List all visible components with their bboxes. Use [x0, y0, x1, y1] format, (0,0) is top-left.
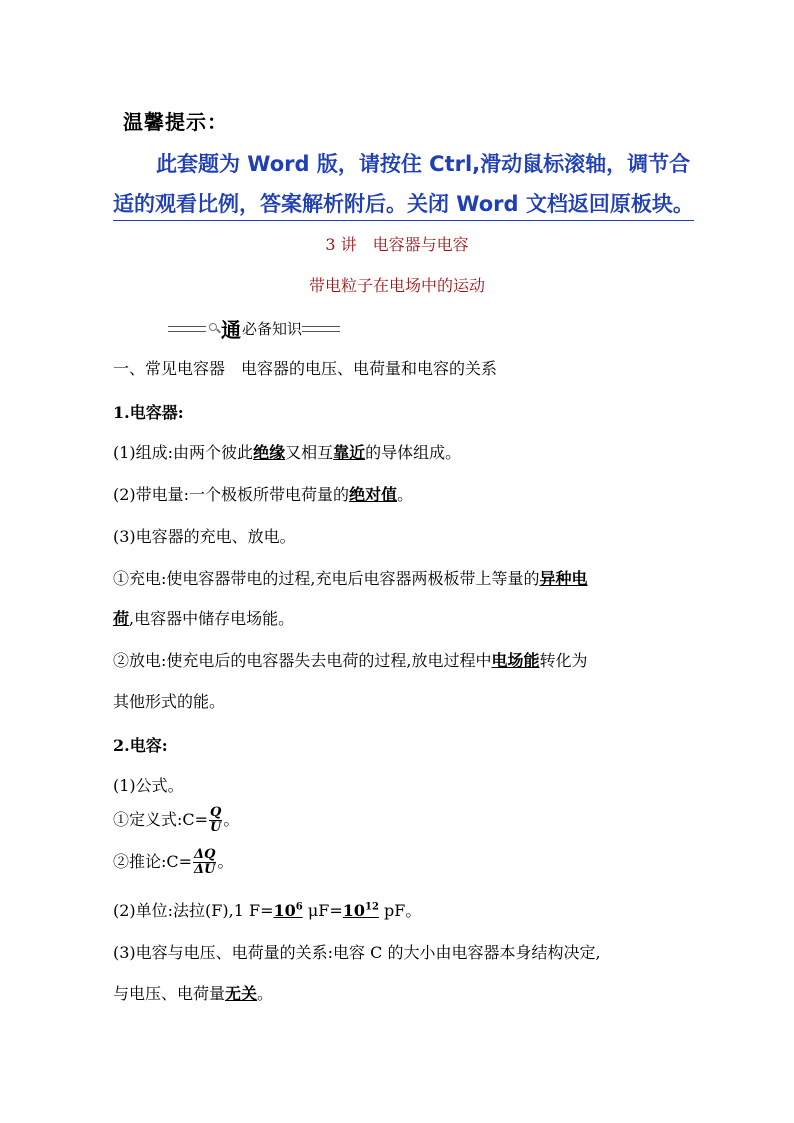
- magnifier-icon: [209, 323, 220, 334]
- paragraph-unit: (2)单位:法拉(F),1 $F=10^6$ $\mu F=10^{12}$ pF。: [113, 901, 422, 920]
- answer-ten-six: $10^6$: [273, 901, 303, 920]
- answer-close: 靠近: [333, 443, 366, 462]
- paragraph-formula: (1)公式。: [113, 776, 184, 795]
- heading-capacitor: 1.电容器:: [113, 403, 184, 422]
- notice-line-2: 适的观看比例，答案解析附后。关闭 Word 文档返回原板块。: [113, 188, 694, 221]
- section-heading: 一、常见电容器 电容器的电压、电荷量和电容的关系: [113, 359, 498, 378]
- banner-label: 必备知识: [242, 320, 303, 338]
- answer-ten-twelve: $10^{12}$: [342, 901, 379, 920]
- lesson-subtitle: 带电粒子在电场中的运动: [308, 276, 485, 295]
- formula-inference: ②推论:C= $\frac{\Delta Q}{\Delta U}$ 。: [113, 847, 234, 877]
- answer-absolute-value: 绝对值: [349, 485, 398, 504]
- paragraph-charging-1: ①充电:使电容器带电的过程,充电后电容器两极板带上等量的异种电: [113, 569, 588, 588]
- banner-rule-right: [302, 326, 340, 332]
- answer-opposite-charge: 异种电: [539, 569, 588, 588]
- section-banner: [168, 314, 340, 343]
- paragraph-charge-discharge: (3)电容器的充电、放电。: [113, 527, 296, 546]
- answer-independent: 无关: [225, 984, 258, 1003]
- paragraph-charging-2: 荷,电容器中储存电场能。: [113, 609, 295, 628]
- notice-title: 温馨提示：: [123, 110, 228, 134]
- lesson-title: 3 讲 电容器与电容: [325, 235, 469, 254]
- heading-capacitance: 2.电容:: [113, 736, 168, 755]
- paragraph-discharging-1: ②放电:使充电后的电容器失去电荷的过程,放电过程中电场能转化为: [113, 651, 588, 670]
- fraction-q-over-u: $\frac{Q}{U}$: [210, 805, 222, 835]
- paragraph-relation-2: 与电压、电荷量无关。: [113, 984, 274, 1003]
- fraction-dq-over-du: $\frac{\Delta Q}{\Delta U}$: [194, 847, 216, 877]
- answer-field-energy: 电场能: [491, 651, 540, 670]
- banner-rule-left: [168, 326, 206, 332]
- answer-insulation: 绝缘: [253, 443, 286, 462]
- formula-definition: ①定义式:C= $\frac{Q}{U}$ 。: [113, 805, 240, 835]
- paragraph-relation-1: (3)电容与电压、电荷量的关系:电容 C 的大小由电容器本身结构决定,: [113, 943, 601, 962]
- paragraph-composition: (1)组成:由两个彼此绝缘又相互靠近的导体组成。: [113, 443, 462, 462]
- paragraph-discharging-2: 其他形式的能。: [113, 692, 226, 711]
- tong-icon: 通: [221, 318, 241, 342]
- paragraph-charge: (2)带电量:一个极板所带电荷量的绝对值。: [113, 485, 414, 504]
- notice-line-1: 此套题为 Word 版，请按住 Ctrl,滑动鼠标滚轴，调节合: [156, 152, 691, 176]
